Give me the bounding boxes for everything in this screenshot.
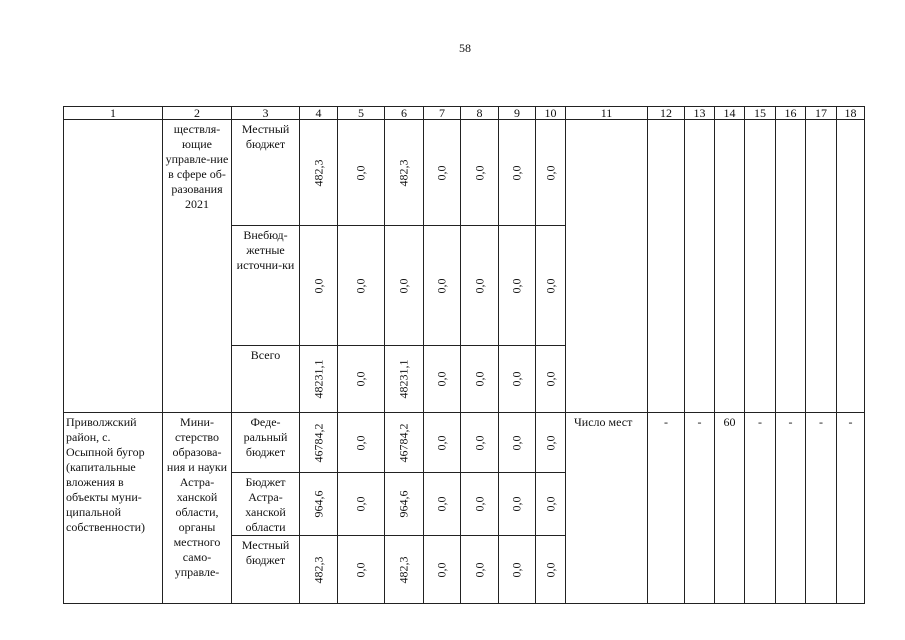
header-cell: 10 xyxy=(536,107,566,120)
value-cell xyxy=(338,473,385,536)
value-cell xyxy=(461,473,499,536)
page-number: 58 xyxy=(459,41,471,55)
value: 0,0 xyxy=(543,278,557,293)
header-cell: 15 xyxy=(745,107,776,120)
value: 0,0 xyxy=(509,278,524,293)
value-cell xyxy=(385,346,424,413)
value: 0,0 xyxy=(472,562,486,577)
value-cell xyxy=(499,413,536,473)
header-cell: 5 xyxy=(338,107,385,120)
funding-source: Бюджет Астра-ханской области xyxy=(245,475,286,534)
header-cell: 8 xyxy=(461,107,499,120)
empty-cell xyxy=(806,120,837,413)
object-cell xyxy=(64,120,163,413)
value: 0,0 xyxy=(543,165,557,180)
value: 0,0 xyxy=(434,562,449,577)
indicator-value-cell xyxy=(776,413,806,604)
value: 0,0 xyxy=(543,435,557,450)
value-cell xyxy=(536,226,566,346)
value: 0,0 xyxy=(396,278,411,293)
value-cell xyxy=(385,473,424,536)
value-cell xyxy=(385,536,424,604)
header-cell: 3 xyxy=(232,107,300,120)
value-cell xyxy=(536,346,566,413)
value: 48231,1 xyxy=(311,359,325,399)
value: 964,6 xyxy=(311,490,325,518)
value-cell xyxy=(499,346,536,413)
indicator-value-cell xyxy=(715,413,745,604)
indicator-value: - xyxy=(664,415,668,429)
header-cell: 18 xyxy=(837,107,865,120)
executor-text: Мини-стерство образова-ния и науки Астра-ханской области, органы местного само-управле- xyxy=(166,415,228,579)
table-row xyxy=(64,120,865,226)
value-cell xyxy=(461,120,499,226)
empty-cell xyxy=(715,120,745,413)
funding-source: Феде-ральный бюджет xyxy=(243,415,288,459)
empty-cell xyxy=(776,120,806,413)
value-cell xyxy=(338,536,385,604)
indicator-value: - xyxy=(848,415,853,429)
funding-source: Всего xyxy=(250,348,281,362)
value-cell xyxy=(338,413,385,473)
header-cell: 7 xyxy=(424,107,461,120)
value-cell xyxy=(424,473,461,536)
value: 0,0 xyxy=(509,165,524,180)
value-cell xyxy=(300,473,338,536)
value: 964,6 xyxy=(396,490,411,518)
value-cell xyxy=(300,226,338,346)
executor-cell xyxy=(163,413,232,604)
value-cell xyxy=(300,346,338,413)
value: 0,0 xyxy=(509,562,524,577)
value: 482,3 xyxy=(396,556,411,583)
value-cell xyxy=(424,120,461,226)
value-cell xyxy=(461,226,499,346)
indicator-value: - xyxy=(697,415,702,429)
header-cell: 12 xyxy=(648,107,685,120)
header-cell: 16 xyxy=(776,107,806,120)
value: 48231,1 xyxy=(396,359,411,399)
value: 0,0 xyxy=(434,165,449,180)
value-cell xyxy=(300,413,338,473)
budget-table xyxy=(63,106,865,604)
header-cell: 1 xyxy=(64,107,163,120)
value: 482,3 xyxy=(311,159,325,186)
value-cell xyxy=(385,120,424,226)
value: 0,0 xyxy=(434,371,449,387)
funding-source-cell xyxy=(232,120,300,226)
indicator-value: - xyxy=(788,415,793,429)
indicator-value: - xyxy=(758,415,762,429)
empty-cell xyxy=(685,120,715,413)
value-cell xyxy=(385,413,424,473)
header-cell: 6 xyxy=(385,107,424,120)
value-cell xyxy=(536,536,566,604)
value: 0,0 xyxy=(353,435,368,450)
funding-source: Внебюд-жетные источни-ки xyxy=(236,228,295,272)
value: 0,0 xyxy=(543,371,557,387)
header-cell: 2 xyxy=(163,107,232,120)
value: 482,3 xyxy=(396,159,411,186)
value: 0,0 xyxy=(472,278,486,293)
indicator-cell xyxy=(566,120,648,413)
value-cell xyxy=(536,473,566,536)
indicator-name: Число мест xyxy=(574,415,633,429)
value-cell xyxy=(424,226,461,346)
value: 0,0 xyxy=(353,496,368,512)
value: 0,0 xyxy=(311,278,325,293)
value-cell xyxy=(338,120,385,226)
value-cell xyxy=(461,346,499,413)
value-cell xyxy=(461,413,499,473)
table-row xyxy=(64,413,865,473)
value-cell xyxy=(461,536,499,604)
indicator-value-cell xyxy=(648,413,685,604)
header-cell: 11 xyxy=(566,107,648,120)
executor-text: ществля-ющие управле-ние в сфере об-разования 2021 xyxy=(165,122,229,211)
funding-source-cell xyxy=(232,536,300,604)
funding-source: Местный бюджет xyxy=(241,538,290,567)
indicator-cell xyxy=(566,413,648,604)
value: 0,0 xyxy=(434,496,449,512)
value: 0,0 xyxy=(543,562,557,577)
value: 0,0 xyxy=(434,435,449,450)
empty-cell xyxy=(837,120,865,413)
funding-source-cell xyxy=(232,473,300,536)
empty-cell xyxy=(648,120,685,413)
value: 0,0 xyxy=(472,371,486,387)
funding-source-cell xyxy=(232,226,300,346)
value-cell xyxy=(338,226,385,346)
value: 0,0 xyxy=(509,435,524,450)
indicator-value: - xyxy=(819,415,823,429)
indicator-value-cell xyxy=(685,413,715,604)
header-cell: 17 xyxy=(806,107,837,120)
value-cell xyxy=(424,413,461,473)
value: 0,0 xyxy=(472,496,486,512)
header-cell: 4 xyxy=(300,107,338,120)
value-cell xyxy=(499,473,536,536)
value-cell xyxy=(300,120,338,226)
indicator-value: 60 xyxy=(723,415,736,429)
value-cell xyxy=(424,536,461,604)
indicator-value-cell xyxy=(745,413,776,604)
funding-source-cell xyxy=(232,346,300,413)
value-cell xyxy=(385,226,424,346)
value-cell xyxy=(536,413,566,473)
indicator-value-cell xyxy=(837,413,865,604)
value: 0,0 xyxy=(472,435,486,450)
value-cell xyxy=(536,120,566,226)
funding-source: Местный бюджет xyxy=(241,122,290,151)
value-cell xyxy=(499,226,536,346)
header-cell: 13 xyxy=(685,107,715,120)
executor-cell xyxy=(163,120,232,413)
value: 0,0 xyxy=(353,165,368,180)
value: 0,0 xyxy=(434,278,449,293)
value: 0,0 xyxy=(353,278,368,293)
value: 0,0 xyxy=(543,496,557,512)
funding-source-cell xyxy=(232,413,300,473)
value: 482,3 xyxy=(311,556,325,583)
empty-cell xyxy=(745,120,776,413)
header-cell: 9 xyxy=(499,107,536,120)
value: 0,0 xyxy=(509,371,524,387)
value: 0,0 xyxy=(353,371,368,387)
header-row xyxy=(64,107,865,120)
value-cell xyxy=(499,120,536,226)
value-cell xyxy=(499,536,536,604)
object-cell xyxy=(64,413,163,604)
value: 46784,2 xyxy=(311,423,325,462)
value-cell xyxy=(300,536,338,604)
value-cell xyxy=(424,346,461,413)
value: 46784,2 xyxy=(396,423,411,462)
value-cell xyxy=(338,346,385,413)
value: 0,0 xyxy=(509,496,524,512)
value: 0,0 xyxy=(472,165,486,180)
object-text: Приволжский район, с. Осыпной бугор (капитальные вложения в объекты муни-ципальной собственности) xyxy=(66,415,146,534)
indicator-value-cell xyxy=(806,413,837,604)
header-cell: 14 xyxy=(715,107,745,120)
value: 0,0 xyxy=(353,562,368,577)
